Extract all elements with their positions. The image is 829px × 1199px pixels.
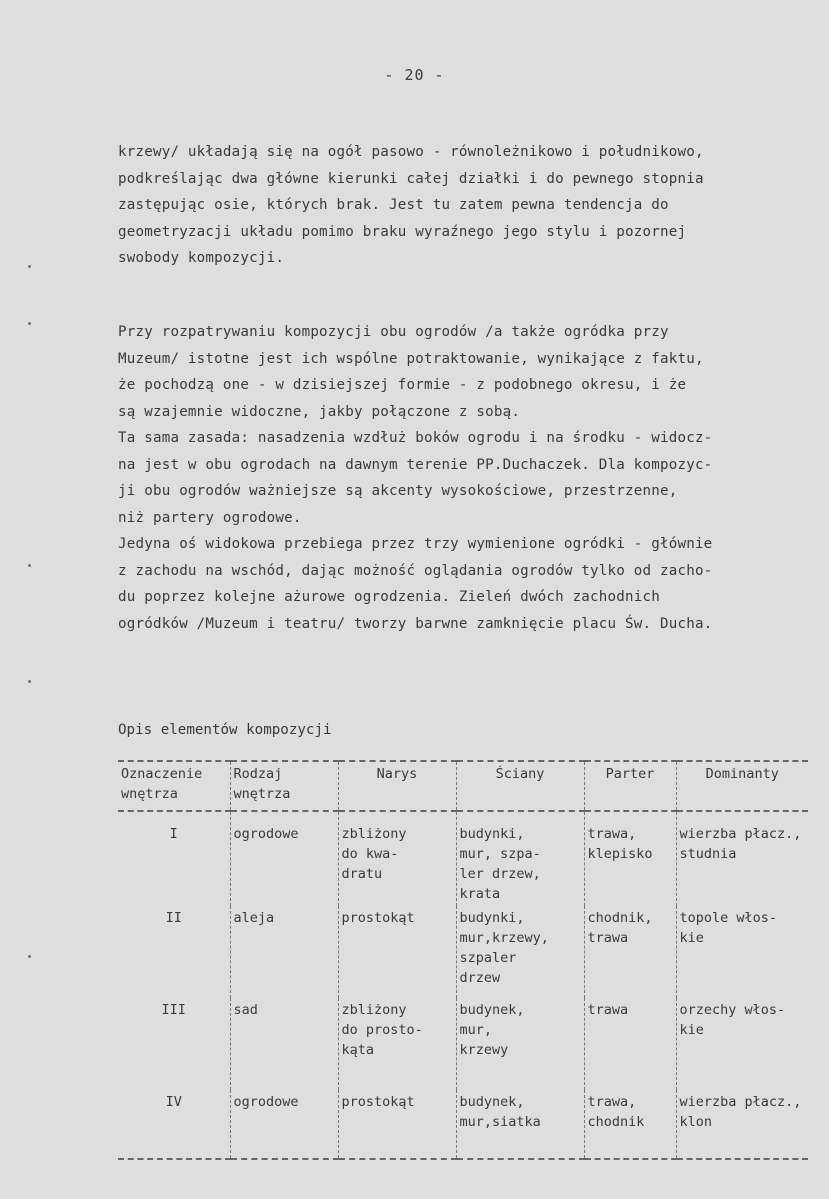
table-cell: ogrodowe [230,1090,338,1159]
table-cell: prostokąt [338,1090,456,1159]
text-line: krzewy/ układają się na ogół pasowo - równoleżnikowo i południkowo, [118,144,704,160]
punch-hole-dot [28,265,31,268]
text-line: ji obu ogrodów ważniejsze są akcenty wysokościowe, przestrzenne, [118,483,678,499]
table-row [118,906,808,998]
table-cell: wierzba płacz., studnia [676,811,808,906]
table-header-row [118,761,808,811]
table-cell: aleja [230,906,338,998]
table-caption: Opis elementów kompozycji [118,722,332,738]
composition-table [118,760,808,1160]
text-line: Ta sama zasada: nasadzenia wzdłuż boków ogrodu i na środku - widocz- [118,430,713,446]
table-cell: trawa, chodnik [584,1090,676,1159]
table-cell: orzechy włos- kie [676,998,808,1090]
table-cell: topole włos- kie [676,906,808,998]
table-cell: I [169,826,178,842]
table-cell: wierzba płacz., klon [676,1090,808,1159]
text-line: z zachodu na wschód, dając możność oglądania ogrodów tylko od zacho- [118,562,713,579]
text-line: ogródków /Muzeum i teatru/ tworzy barwne zamknięcie placu Św. Ducha. [118,615,713,632]
paragraph-1 [118,139,808,272]
punch-hole-dot [28,680,31,683]
header-cell: Ściany [456,761,584,811]
text-line: swobody kompozycji. [118,250,285,266]
table-cell: sad [230,998,338,1090]
table-cell: budynek, mur, krzewy [456,998,584,1090]
table-cell: trawa [584,998,676,1090]
header-cell: Narys [338,761,456,811]
text-line: niż partery ogrodowe. [118,509,302,526]
table-cell: budynki, mur,krzewy, szpaler drzew [456,906,584,998]
table-row [118,998,808,1090]
table-row [118,1090,808,1159]
text-line: Przy rozpatrywaniu kompozycji obu ogrodów /a także ogródka przy [118,324,669,340]
header-cell: Dominanty [676,761,808,811]
header-cell: Oznaczenie wnętrza [118,761,230,811]
table-cell: II [165,910,182,926]
page-number: - 20 - [384,66,445,84]
punch-hole-dot [28,955,31,958]
text-line: Muzeum/ istotne jest ich wspólne potraktowanie, wynikające z faktu, [118,350,704,367]
header-cell: Parter [584,761,676,811]
text-line: du poprzez kolejne ażurowe ogrodzenia. Zieleń dwóch zachodnich [118,589,660,605]
table-cell: budynki, mur, szpa- ler drzew, krata [456,811,584,906]
table-cell: prostokąt [338,906,456,998]
paragraph-2 [118,319,808,637]
text-line: geometryzacji układu pomimo braku wyraźnego jego stylu i pozornej [118,223,687,240]
table-cell: zbliżony do kwa- dratu [338,811,456,906]
table-cell: chodnik, trawa [584,906,676,998]
table-cell: trawa, klepisko [584,811,676,906]
text-line: na jest w obu ogrodach na dawnym terenie PP.Duchaczek. Dla kompozyc- [118,456,713,473]
text-line: zastępując osie, których brak. Jest tu zatem pewna tendencja do [118,197,669,213]
table-cell: IV [118,1090,230,1159]
header-cell: Rodzaj wnętrza [230,761,338,811]
table-cell: zbliżony do prosto- kąta [338,998,456,1090]
table-cell: ogrodowe [230,811,338,906]
punch-hole-dot [28,322,31,325]
text-line: podkreślając dwa główne kierunki całej działki i do pewnego stopnia [118,170,704,187]
text-line: są wzajemnie widoczne, jakby połączone z sobą. [118,403,521,420]
text-line: Jedyna oś widokowa przebiega przez trzy wymienione ogródki - głównie [118,536,713,552]
table-cell: III [161,1002,186,1018]
table-row [118,811,808,906]
punch-hole-dot [28,564,31,567]
table-cell: budynek, mur,siatka [456,1090,584,1159]
text-line: że pochodzą one - w dzisiejszej formie - z podobnego okresu, i że [118,377,687,393]
